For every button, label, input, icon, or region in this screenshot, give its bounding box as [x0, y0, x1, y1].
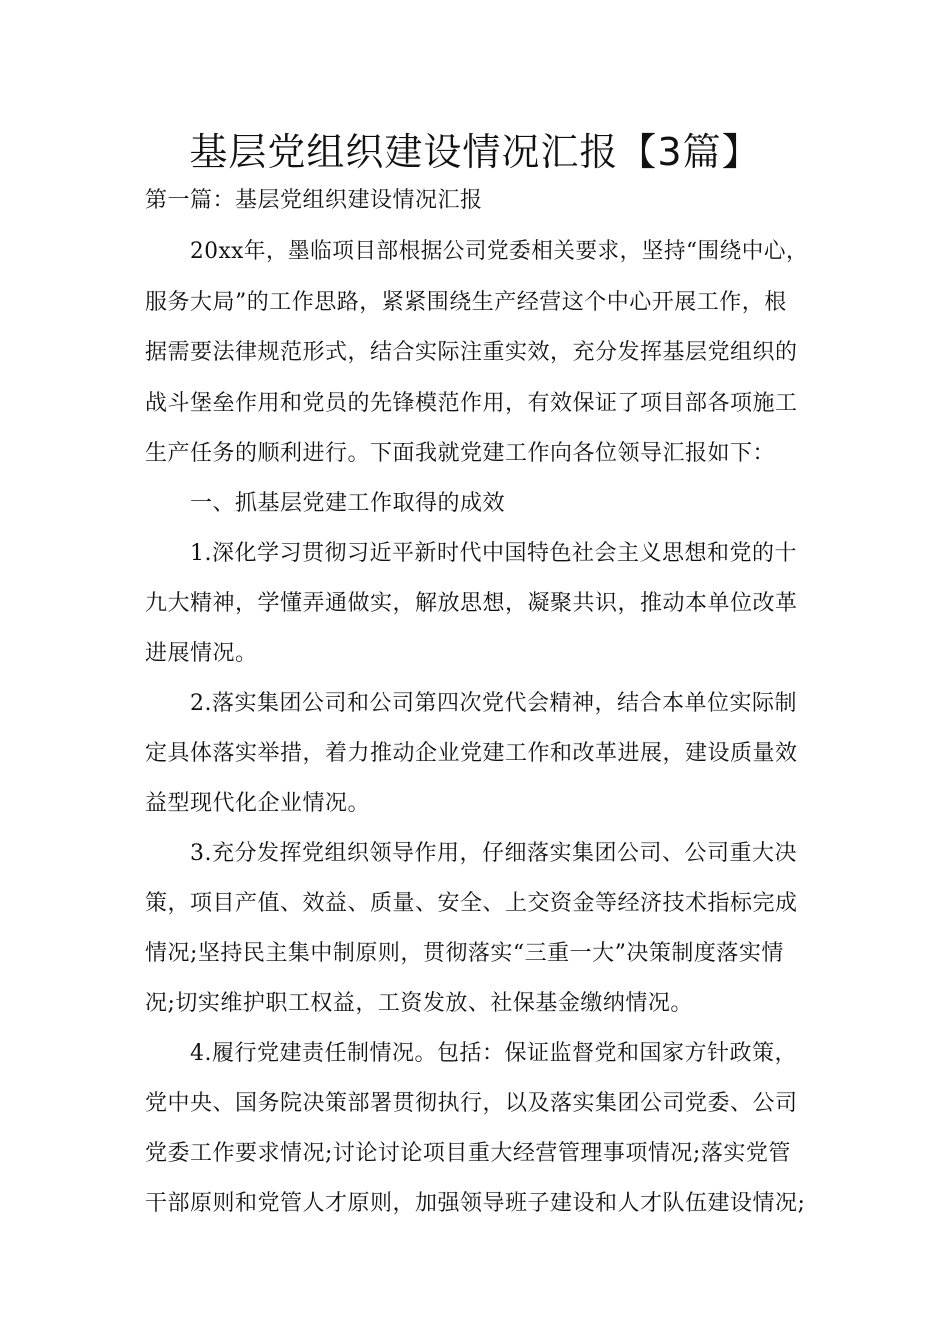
- section-heading: 第一篇：基层党组织建设情况汇报: [145, 188, 483, 213]
- paragraph-line: 益型现代化企业情况。: [145, 791, 371, 816]
- paragraph-line: 党委工作要求情况;讨论讨论项目重大经营管理事项情况;落实党管: [145, 1141, 791, 1166]
- paragraph-line: 2.落实集团公司和公司第四次党代会精神，结合本单位实际制: [190, 691, 797, 716]
- paragraph-line: 党中央、国务院决策部署贯彻执行，以及落实集团公司党委、公司: [145, 1091, 798, 1116]
- document-title: 基层党组织建设情况汇报【3篇】: [189, 130, 761, 174]
- paragraph-line: 干部原则和党管人才原则，加强领导班子建设和人才队伍建设情况;: [145, 1191, 806, 1216]
- paragraph-line: 20xx年，墨临项目部根据公司党委相关要求，坚持“围绕中心，: [190, 239, 809, 264]
- paragraph-line: 定具体落实举措，着力推动企业党建工作和改革进展，建设质量效: [145, 741, 798, 766]
- paragraph-line: 进展情况。: [145, 641, 258, 666]
- paragraph-line: 情况;坚持民主集中制原则，贯彻落实“三重一大”决策制度落实情: [145, 941, 784, 966]
- paragraph-line: 生产任务的顺利进行。下面我就党建工作向各位领导汇报如下：: [145, 441, 776, 466]
- paragraph-line: 服务大局”的工作思路，紧紧围绕生产经营这个中心开展工作，根: [145, 290, 787, 315]
- subsection-heading: 一、抓基层党建工作取得的成效: [190, 491, 506, 516]
- paragraph-line: 九大精神，学懂弄通做实，解放思想，凝聚共识，推动本单位改革: [145, 591, 798, 616]
- paragraph-line: 战斗堡垒作用和党员的先锋模范作用，有效保证了项目部各项施工: [145, 391, 798, 416]
- paragraph-line: 1.深化学习贯彻习近平新时代中国特色社会主义思想和党的十: [190, 541, 797, 566]
- paragraph-line: 3.充分发挥党组织领导作用，仔细落实集团公司、公司重大决: [190, 841, 797, 866]
- paragraph-line: 况;切实维护职工权益，工资发放、社保基金缴纳情况。: [145, 991, 693, 1016]
- paragraph-line: 策，项目产值、效益、质量、安全、上交资金等经济技术指标完成: [145, 891, 798, 916]
- paragraph-line: 据需要法律规范形式，结合实际注重实效，充分发挥基层党组织的: [145, 340, 798, 365]
- paragraph-line: 4.履行党建责任制情况。包括：保证监督党和国家方针政策，: [190, 1041, 797, 1066]
